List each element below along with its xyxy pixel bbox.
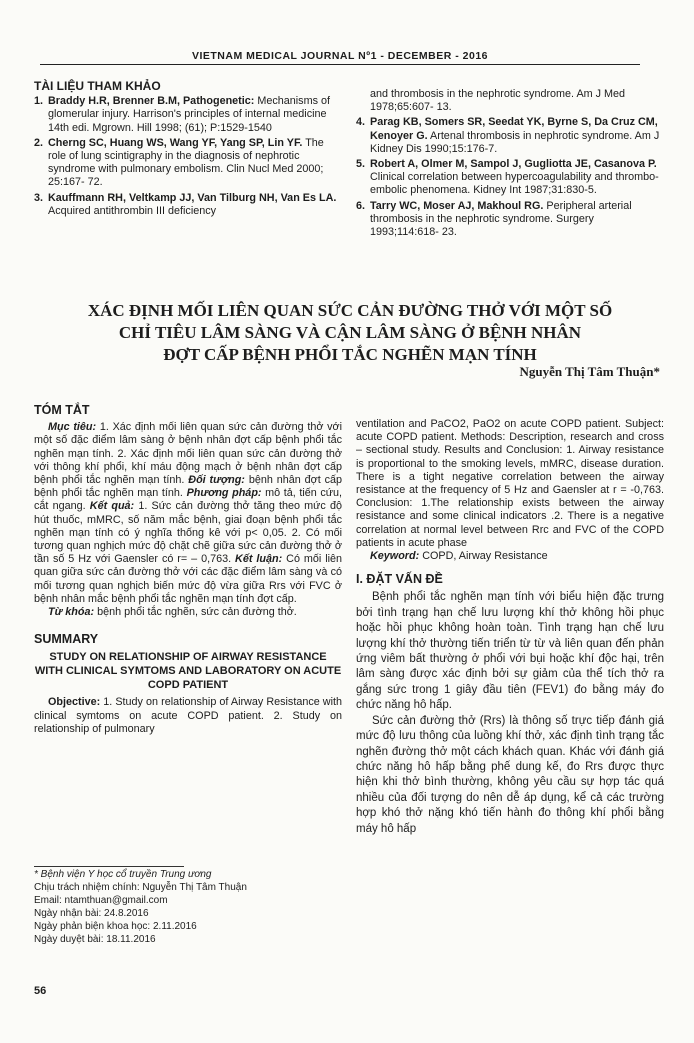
keywords-text: COPD, Airway Resistance bbox=[422, 550, 548, 563]
reference-number: 5. bbox=[356, 158, 366, 171]
abstract-text: 1. Xác định mối liên quan sức cản đường thở với một số đặc điểm lâm sàng ở bệnh nhân đợt cấp bệnh phổi tắc nghẽn mạn tính. 2. Xác định mối liên quan sức cản đường thở với thông khí phổi, khí máu động mạch ở bệnh nhân đợt cấp bệnh phổi tắc nghẽn mạn tính. bbox=[34, 421, 343, 487]
references-right bbox=[356, 88, 664, 241]
reference-text: The role of lung scintigraphy in the diagnosis of nephrotic syndrome with pulmonary embolism. Clin Nucl Med 2000; 25:167- 72. bbox=[48, 136, 324, 189]
reference-authors: Tarry WC, Moser AJ, Makhoul RG. bbox=[370, 199, 544, 212]
title-line: CHỈ TIÊU LÂM SÀNG VÀ CẬN LÂM SÀNG Ở BỆNH NHÂN bbox=[118, 323, 582, 342]
date-received: Ngày nhận bài: 24.8.2016 bbox=[34, 908, 149, 919]
reference-number: 1. bbox=[34, 95, 44, 108]
title-line: ĐỢT CẤP BỆNH PHỔI TẮC NGHẼN MẠN TÍNH bbox=[163, 345, 537, 364]
keyword-label: Phương pháp: bbox=[186, 487, 262, 500]
keywords-text: bệnh phổi tắc nghẽn, sức cản đường thở. bbox=[97, 606, 297, 619]
summary-title: STUDY ON RELATIONSHIP OF AIRWAY RESISTANCE WITH CLINICAL SYMTOMS AND LABORATORY ON ACUTE COPD PATIENT bbox=[34, 651, 342, 692]
reference-text: Artenal thrombosis in nephrotic syndrome. Am J Kidney Dis 1990;15:176-7. bbox=[370, 129, 660, 155]
reference-item bbox=[34, 95, 342, 135]
objective-label: Objective: bbox=[48, 696, 101, 709]
keyword-label: Kết quả: bbox=[89, 500, 135, 513]
reference-number: 2. bbox=[34, 136, 44, 149]
date-reviewed: Ngày phản biện khoa học: 2.11.2016 bbox=[34, 921, 197, 932]
summary-body bbox=[34, 696, 342, 736]
reference-number: 3. bbox=[34, 191, 44, 204]
intro-paragraph: Sức cản đường thở (Rrs) là thông số trực tiếp đánh giá mức độ lưu thông của luồng khí thở, xác định tình trạng tắc nghẽn đường thở một cách khách quan. Khác với đánh giá chức năng hô hấp bằng phế dung kế, đo Rrs được thực hiện khi thở bình thường, không yêu cầu sự hợp tác quá nhiều của đối tượng do nên dễ áp dụng, kể cả các trường hợp khó thở nặng khó tiến hành đo thông khí phổi bằng máy hô hấp bbox=[356, 714, 664, 835]
keyword-label: Đối tượng: bbox=[188, 474, 245, 487]
tomtat-keywords bbox=[34, 606, 342, 619]
reference-item bbox=[356, 116, 664, 156]
date-accepted: Ngày duyệt bài: 18.11.2016 bbox=[34, 934, 156, 945]
references-heading: TÀI LIỆU THAM KHẢO bbox=[34, 79, 161, 93]
abstract-column bbox=[34, 404, 342, 736]
reference-authors: Braddy H.R, Brenner B.M, Pathogenetic: bbox=[48, 95, 255, 108]
keyword-label: Kết luận: bbox=[235, 553, 283, 566]
reference-authors: Cherng SC, Huang WS, Wang YF, Yang SP, Lin YF. bbox=[48, 136, 303, 149]
summary-heading: SUMMARY bbox=[34, 632, 99, 647]
abstract-text: Có mối liên quan giữa sức cản đường thở với các đặc điểm lâm sàng và có mối tương quan nghịch biến mức độ vừa giữa Rrs với FVC ở bệnh nhân mắc bệnh phổi tắc nghẽn mạn tính đợt cấp. bbox=[34, 553, 343, 605]
summary-keywords bbox=[356, 550, 664, 563]
keyword-label: Từ khóa: bbox=[48, 606, 95, 619]
footnotes bbox=[34, 868, 342, 946]
tomtat-heading: TÓM TẮT bbox=[34, 403, 90, 417]
title-line: XÁC ĐỊNH MỐI LIÊN QUAN SỨC CẢN ĐƯỜNG THỞ VỚI MỘT SỐ bbox=[87, 301, 613, 320]
affiliation: * Bệnh viện Y học cổ truyền Trung ương bbox=[34, 869, 212, 880]
summary-text: 1. Study on relationship of Airway Resistance with clinical symtoms on acute COPD patient. 2. Study on relationship of pulmonary bbox=[34, 696, 342, 735]
journal-running-header: VIETNAM MEDICAL JOURNAL Nº1 - DECEMBER - 2016 bbox=[40, 50, 640, 65]
keyword-label: Keyword: bbox=[370, 550, 420, 563]
reference-authors: Parag KB, Somers SR, Seedat YK, Byrne S, Da Cruz CM, Kenoyer G. bbox=[370, 116, 658, 142]
abstract-text: mô tả, tiến cứu, cắt ngang. bbox=[34, 487, 343, 513]
reference-item bbox=[34, 192, 342, 218]
right-body-column bbox=[356, 418, 664, 837]
article-title bbox=[30, 300, 670, 366]
page-number: 56 bbox=[34, 985, 47, 997]
tomtat-body bbox=[34, 421, 342, 606]
summary-continuation: ventilation and PaCO2, PaO2 on acute COPD patient. Subject: acute COPD patient. Methods: Description, research and cross – sectional study. Results and Conclusion: 1. Airway resistance is proportional to the smoking levels, mMRC, disease duration. There is a tight negative correlation between the airway resistance at the frequency of 5 Hz and Gaensler at r = -0,763. Conclusion: 1.The relationship exists between the airway resistance and some clinical indicators .2. There is a negative correlation at normal level between Rrc and FVC of the COPD patients in acute phase bbox=[356, 418, 664, 549]
reference-number: 4. bbox=[356, 116, 366, 129]
reference-item bbox=[356, 158, 664, 198]
reference-authors: Kauffmann RH, Veltkamp JJ, Van Tilburg NH, Van Es LA. bbox=[48, 191, 337, 204]
intro-heading: I. ĐẶT VẤN ĐỀ bbox=[356, 572, 443, 587]
intro-paragraph: Bệnh phổi tắc nghẽn mạn tính với biểu hiện đặc trưng bởi tình trạng hạn chế lưu lượng khí thở không hồi phục hoặc hồi phục không hoàn toàn. Tình trạng hạn chế lưu lượng khí thở thường tiến triển từ từ và liên quan đến phản ứng viêm bất thường ở phổi với bụi hoặc khí độc hại, trên lâm sàng được xác định bởi sự giảm của thể tích thở ra gắng sức trong 1 giây đầu tiên (FEV1) đo bằng máy đo chức năng hô hấp. bbox=[356, 591, 664, 712]
reference-text: Mechanisms of glomerular injury. Harrison's principles of internal medicine 14th edi. Mgrown. Hill 1998; (61); P:1529-1540 bbox=[48, 95, 330, 134]
abstract-text: bệnh nhân đợt cấp bệnh phổi tắc nghẽn mạn tính. bbox=[34, 474, 343, 500]
reference-item bbox=[34, 137, 342, 190]
reference-text: Peripheral arterial thrombosis in the nephrotic syndrome. Surgery 1993;114:618- 23. bbox=[370, 199, 632, 239]
reference-text: Clinical correlation between hypercoagulability and thrombo-embolic phenomena. Kidney Int 1987;31:830-5. bbox=[370, 171, 659, 197]
email: Email: ntamthuan@gmail.com bbox=[34, 895, 168, 906]
keyword-label: Mục tiêu: bbox=[48, 421, 97, 434]
abstract-text: 1. Sức cản đường thở tăng theo mức độ hút thuốc, mMRC, số năm mắc bệnh, giai đoạn bệnh phổi tắc nghẽn mạn tính có ý nghĩa thống kê với p< 0,05. 2. Có mối tương quan nghịch mức độ chặt chẽ giữa sức cản đường thở ở tần số 5 Hz với Gaensler có r= – 0,763. bbox=[34, 500, 342, 566]
author-byline: Nguyễn Thị Tâm Thuận* bbox=[519, 364, 660, 379]
corresponding-author: Chịu trách nhiệm chính: Nguyễn Thị Tâm Thuận bbox=[34, 882, 247, 893]
reference-continuation: and thrombosis in the nephrotic syndrome. Am J Med 1978;65:607- 13. bbox=[370, 88, 626, 114]
footnote-divider bbox=[34, 866, 184, 867]
reference-text: Acquired antithrombin III deficiency bbox=[48, 204, 217, 217]
reference-number: 6. bbox=[356, 199, 366, 212]
reference-authors: Robert A, Olmer M, Sampol J, Gugliotta JE, Casanova P. bbox=[370, 158, 657, 171]
references-left bbox=[34, 80, 342, 220]
reference-item bbox=[356, 200, 664, 240]
